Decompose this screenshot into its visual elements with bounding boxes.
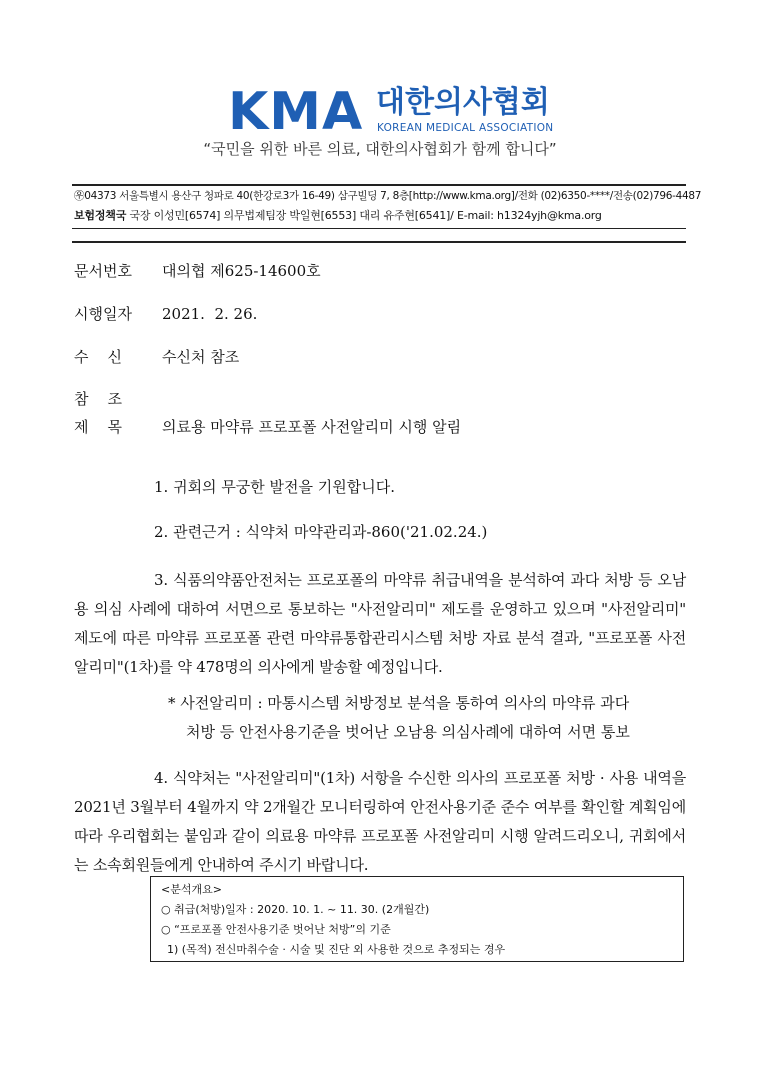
doc-number-row <box>74 260 321 281</box>
staff-contacts: 국장 이성민[6574] 의무법제팀장 박일현[6553] 대리 유주현[6541]/ E-mail: h1324yjh@kma.org <box>129 209 602 222</box>
kma-logo-korean: 대한의사협회 <box>376 85 550 120</box>
kma-logo-english: KOREAN MEDICAL ASSOCIATION <box>377 122 554 134</box>
summary-line-3: 1) (목적) 전신마취수술 · 시술 및 진단 외 사용한 것으로 추정되는 경우 <box>167 943 506 956</box>
doc-number-value: 대의협 제625-14600호 <box>162 262 321 280</box>
note-line-2: 처방 등 안전사용기준을 벗어난 오남용 의심사례에 대하여 서면 통보 <box>186 723 630 741</box>
summary-title: <분석개요> <box>161 883 222 896</box>
paragraph-3: 3. 식품의약품안전처는 프로포폴의 마약류 취급내역을 분석하여 과다 처방 등 오남용 의심 사례에 대하여 서면으로 통보하는 "사전알리미" 제도를 운영하고 있으며 "사전알리미" 제도에 따른 마약류 프로포폴 관련 마약류통합관리시스템 처방 자료 분석 결과, "프로포폴 사전알리미"(1차)를 약 478명의 의사에게 발송할 예정입니다. <box>74 571 686 676</box>
subject-value: 의료용 마약류 프로포폴 사전알리미 시행 알림 <box>162 418 462 436</box>
department-name: 보험정책국 <box>74 209 127 222</box>
recipient-value: 수신처 참조 <box>162 348 240 366</box>
doc-number-label: 문서번호 <box>74 262 132 280</box>
note-line-1: * 사전알리미 : 마통시스템 처방정보 분석을 통하여 의사의 마약류 과다 <box>168 694 630 712</box>
date-label: 시행일자 <box>74 305 132 323</box>
paragraph-4: 4. 식약처는 "사전알리미"(1차) 서항을 수신한 의사의 프로포폴 처방 · 사용 내역을 2021년 3월부터 4월까지 약 2개월간 모니터링하여 안전사용기준 준수 여부를 확인할 계획임에 따라 우리협회는 붙임과 같이 의료용 마약류 프로포폴 사전알리미 시행 알려드리오니, 귀회에서는 소속회원들에게 안내하여 주시기 바랍니다. <box>74 769 686 874</box>
subject-row <box>74 416 461 437</box>
recipient-row <box>74 346 239 367</box>
kma-logo-mark: KMA <box>228 82 364 142</box>
staff-line <box>74 207 686 223</box>
analysis-summary-box <box>150 876 684 962</box>
reference-row <box>74 388 162 409</box>
slogan: “국민을 위한 바른 의료, 대한의사협회가 함께 합니다” <box>203 140 557 158</box>
subject-label: 제 목 <box>74 418 123 436</box>
paragraph-1: 1. 귀회의 무궁한 발전을 기원합니다. <box>154 478 396 496</box>
paragraph-2: 2. 관련근거 : 식약처 마약관리과-860('21.02.24.) <box>154 523 488 541</box>
summary-line-1: ○ 취급(처방)일자 : 2020. 10. 1. ~ 11. 30. (2개월간) <box>161 903 430 916</box>
date-row <box>74 303 257 324</box>
header-divider <box>72 241 686 243</box>
summary-line-2: ○ “프로포폴 안전사용기준 벗어난 처방”의 기준 <box>161 923 391 936</box>
recipient-label: 수 신 <box>74 348 123 366</box>
address-line: ㉾04373 서울특별시 용산구 청파로 40(한강로3가 16-49) 삼구빌딩 7, 8층[http://www.kma.org]/전화 (02)6350-****/전송(02)796-4487 <box>74 190 702 202</box>
date-value: 2021. 2. 26. <box>162 305 258 323</box>
reference-label: 참 조 <box>74 390 123 408</box>
